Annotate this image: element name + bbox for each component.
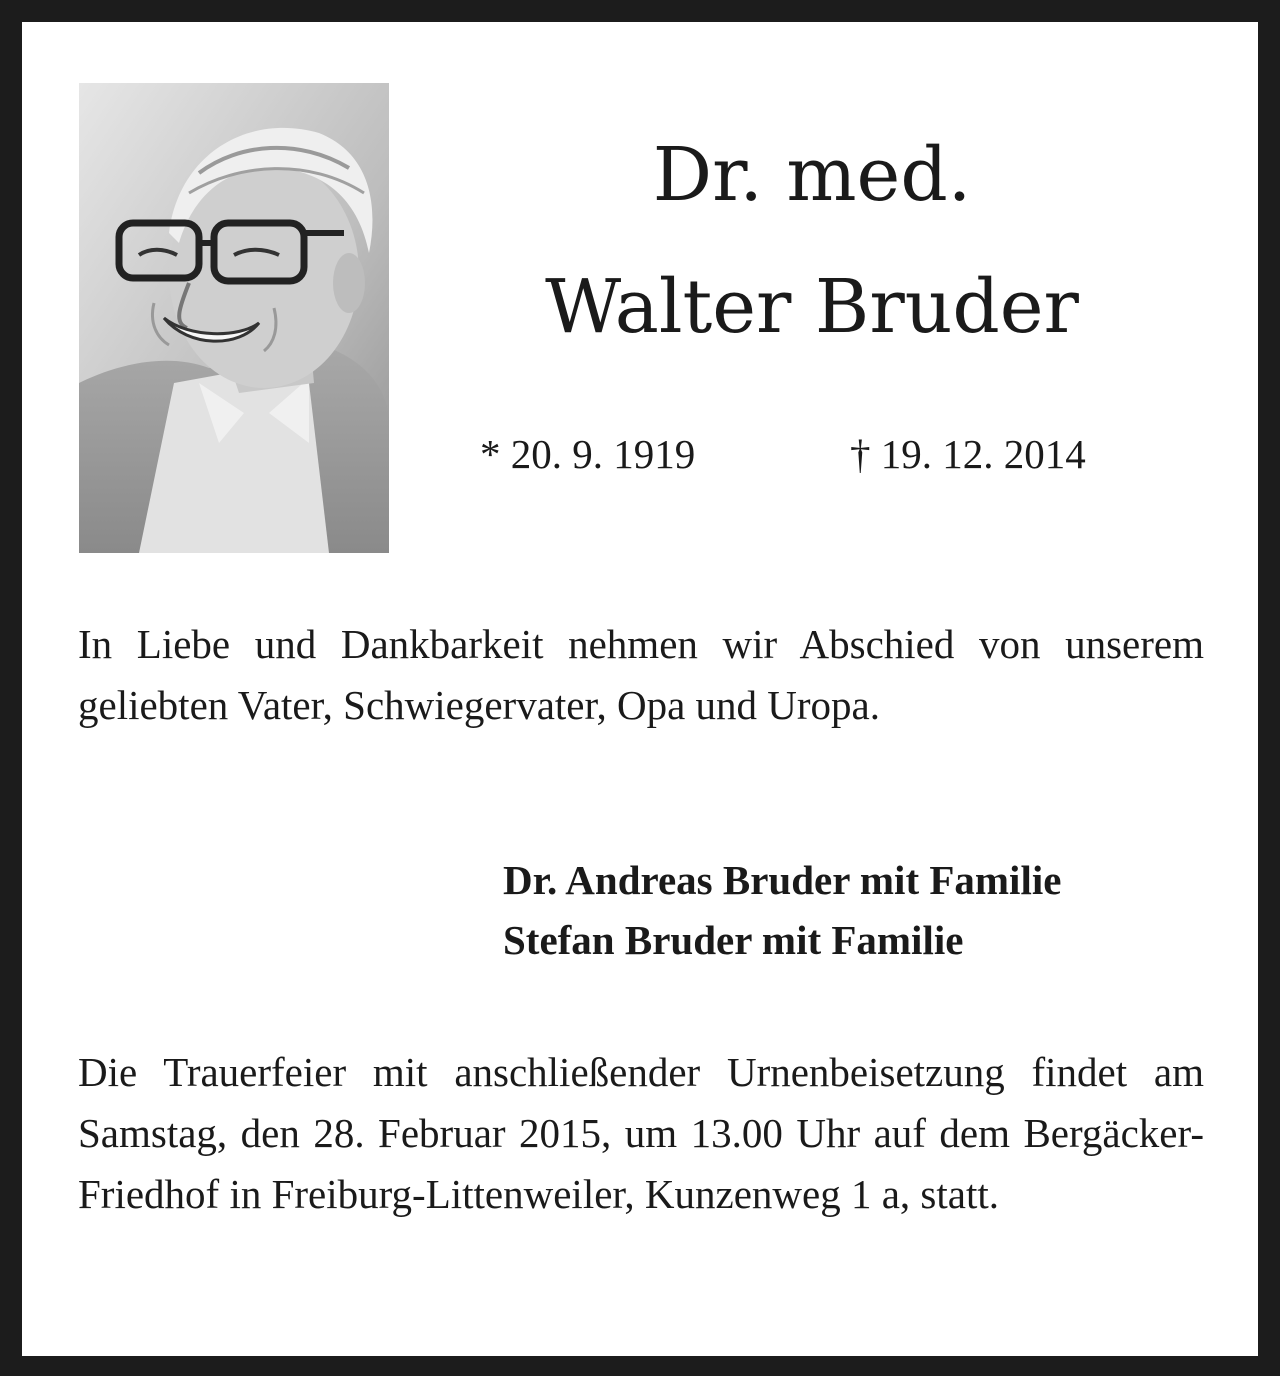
mourner-name: Dr. Andreas Bruder mit Familie [503,857,1062,903]
portrait-photo [79,83,389,553]
deceased-title [412,132,1212,218]
ceremony-details: Die Trauerfeier mit anschließender Urnenbeisetzung findet am Samstag, den 28. Februar 2015, um 13.00 Uhr auf dem Bergäcker-Friedhof in Freiburg-Littenweiler, Kunzenweg 1 a, statt. [78,1049,1204,1217]
mourner-name: Stefan Bruder mit Familie [503,917,964,963]
death-date: † 19. 12. 2014 [850,431,1086,477]
birth-date: * 20. 9. 1919 [480,431,696,477]
farewell-message: In Liebe und Dankbarkeit nehmen wir Abschied von unserem geliebten Vater, Schwiegervater, Opa und Uropa. [78,621,1204,728]
deceased-name [412,264,1212,350]
deceased-name-text: Walter Bruder [545,264,1079,350]
deceased-title-text: Dr. med. [652,132,972,218]
portrait-illustration [79,83,389,553]
obituary-sheet [22,22,1258,1356]
